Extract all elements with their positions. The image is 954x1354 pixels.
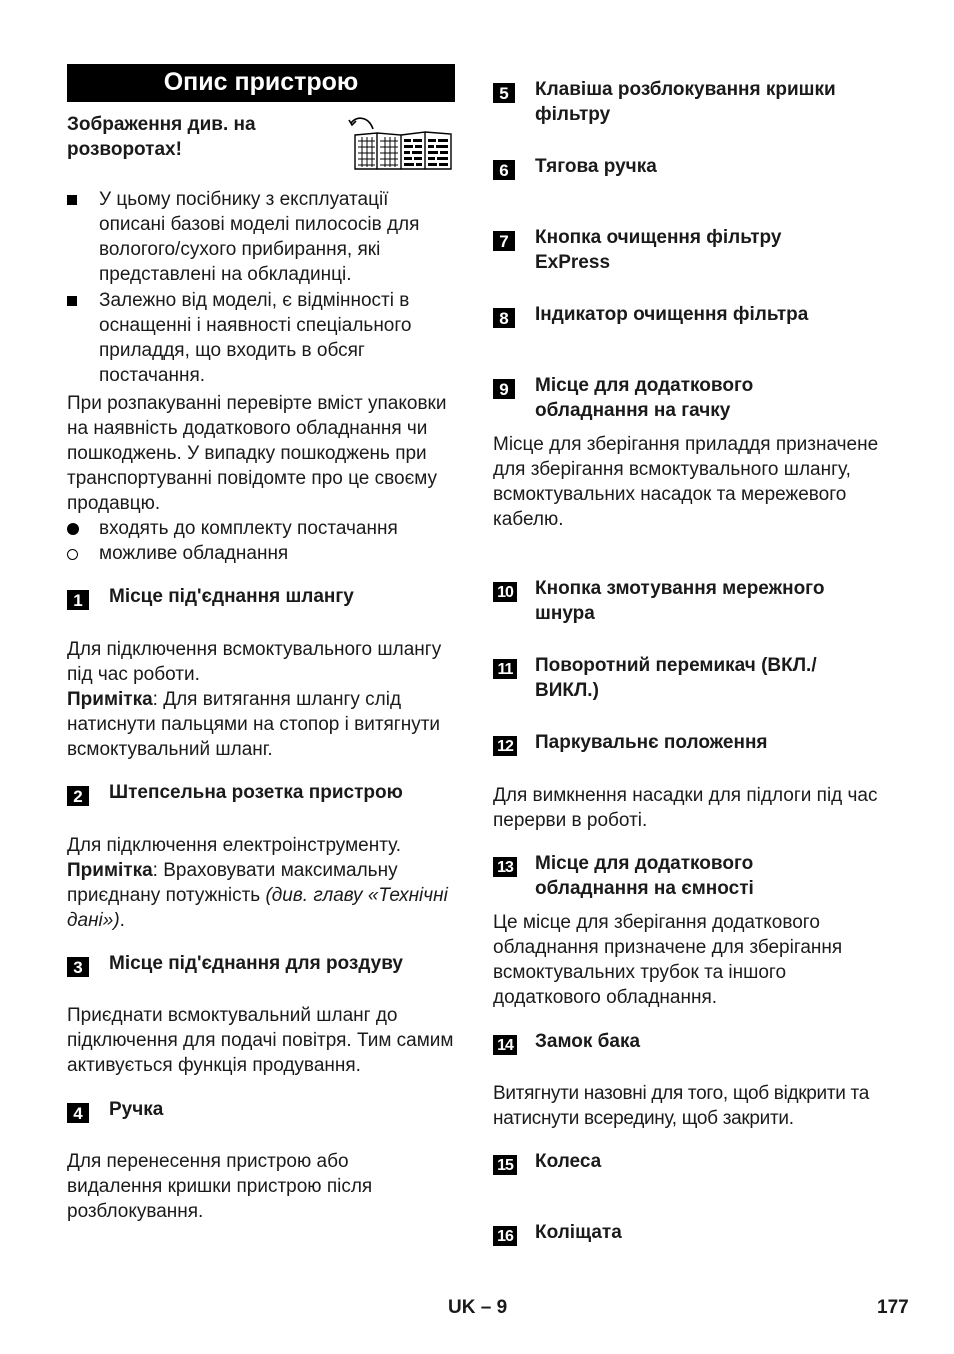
- item-heading: 10 Кнопка змотування мережного шнура: [493, 576, 893, 628]
- item-description: Витягнути назовні для того, щоб відкрити та натиснути всередину, щоб закрити.: [493, 1083, 870, 1129]
- item-heading: 4 Ручка: [67, 1097, 457, 1127]
- item-heading: 1 Місце під'єднання шлангу: [67, 584, 457, 614]
- item-heading: 11 Поворотний перемикач (ВКЛ./ ВИКЛ.): [493, 653, 893, 705]
- item-heading: 2 Штепсельна розетка пристрою: [67, 780, 457, 810]
- item-heading: 6 Тягова ручка: [493, 154, 893, 184]
- square-bullet-icon: [67, 195, 77, 205]
- item-heading: 7 Кнопка очищення фільтру ExPress: [493, 225, 893, 277]
- item-heading: 12 Паркувальнє положення: [493, 730, 893, 760]
- item-heading: 3 Місце під'єднання для роздуву: [67, 951, 457, 981]
- legend-empty: можливе обладнання: [67, 541, 457, 566]
- footer-section-label: UK – 9: [448, 1297, 508, 1318]
- page-number: 177: [877, 1297, 909, 1318]
- item-description: Місце для зберігання приладдя призначене для зберігання всмоктувального шлангу, всмоктувальних насадок та мережевого кабелю.: [493, 434, 879, 530]
- empty-circle-icon: [67, 549, 78, 560]
- item-heading: 14 Замок бака: [493, 1029, 893, 1059]
- item-heading: 5 Клавіша розблокування кришки фільтру: [493, 77, 893, 129]
- section-title: Опис пристрою: [67, 64, 455, 102]
- item-heading: 15 Колеса: [493, 1149, 893, 1179]
- item-description: Приєднати всмоктувальний шланг до підключення для подачі повітря. Тим самим активується функція продування.: [67, 1005, 454, 1076]
- item-heading: 16 Коліщата: [493, 1220, 893, 1250]
- list-item: У цьому посібнику з експлуатації описані базові моделі пилососів для вологого/сухого прибирання, які представлені на обкладинці.: [67, 187, 457, 287]
- item-heading: 9 Місце для додаткового обладнання на гачку: [493, 373, 893, 425]
- intro-heading: Зображення див. на розворотах!: [67, 114, 256, 160]
- foldout-pages-icon: [347, 115, 455, 171]
- list-item: Залежно від моделі, є відмінності в оснащенні і наявності спеціального приладдя, що входить в обсяг постачання.: [67, 288, 457, 388]
- unpack-paragraph: При розпакуванні перевірте вміст упаковки на наявність додаткового обладнання чи пошкоджень. У випадку пошкоджень при транспортуванні повідомте про це своєму продавцю.: [67, 393, 447, 514]
- square-bullet-icon: [67, 296, 77, 306]
- item-description: Для підключення електроінструменту. Примітка: Враховувати максимальну приєднану потужність (див. главу «Технічні дані»).: [67, 835, 448, 931]
- item-heading: 13 Місце для додаткового обладнання на ємності: [493, 851, 893, 903]
- item-description: Для підключення всмоктувального шлангу під час роботи. Примітка: Для витягання шлангу слід натиснути пальцями на стопор і витягнути всмоктувальний шланг.: [67, 639, 442, 760]
- legend-filled: входять до комплекту постачання: [67, 516, 457, 541]
- item-description: Для вимкнення насадки для підлоги під час перерви в роботі.: [493, 785, 878, 831]
- item-heading: 8 Індикатор очищення фільтра: [493, 302, 893, 332]
- item-description: Для перенесення пристрою або видалення кришки пристрою після розблокування.: [67, 1151, 373, 1222]
- item-description: Це місце для зберігання додаткового обладнання призначене для зберігання всмоктувальних трубок та іншого додаткового обладнання.: [493, 912, 843, 1008]
- filled-circle-icon: [67, 523, 79, 535]
